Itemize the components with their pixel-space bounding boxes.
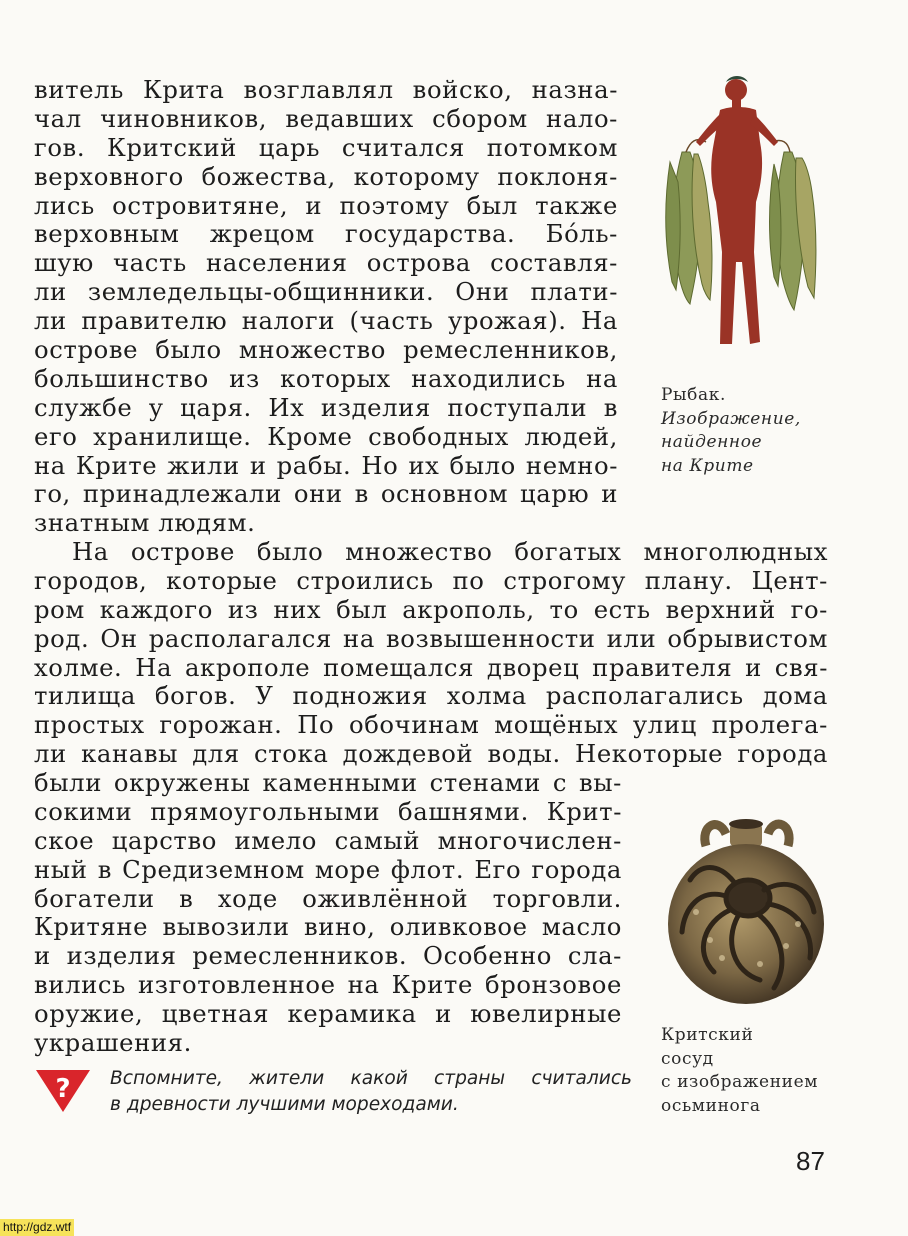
text-line: ское царство имело самый многочислен-	[34, 825, 622, 855]
paragraph-2-narrow	[34, 769, 622, 1058]
text-line: оружие, цветная керамика и ювелирные	[34, 999, 622, 1029]
text-line: чал чиновников, ведавших сбором нало-	[34, 103, 618, 133]
text-line: на Крите жили и рабы. Но их было немно-	[34, 450, 618, 480]
fish-bunch-left	[666, 152, 712, 304]
fish-bunch-right	[770, 152, 817, 310]
text-line: службе у царя. Их изделия поступали в	[34, 392, 618, 422]
text-line: верховного божества, которому поклоня-	[34, 161, 618, 191]
fisherman-caption-line: на Крите	[661, 455, 754, 476]
question-mark-triangle-icon	[34, 1068, 92, 1114]
text-line: были окружены каменными стенами с вы-	[34, 768, 622, 797]
question-line: в древности лучшими мореходами.	[110, 1094, 459, 1115]
text-line: На острове было множество богатых многолюдных	[72, 537, 828, 566]
text-line: ный в Средиземном море флот. Его города	[34, 854, 622, 884]
vase-caption	[661, 1024, 818, 1118]
text-line: Критяне вывозили вино, оливковое масло	[34, 912, 622, 942]
vase-caption-line: с изображением	[661, 1072, 819, 1092]
text-line: знатным людям.	[34, 508, 256, 538]
text-line: острове было множество ремесленников,	[34, 335, 618, 365]
text-line: украшения.	[34, 1028, 192, 1058]
fisherman-caption-line: найденное	[661, 432, 763, 452]
svg-text:?: ?	[55, 1074, 71, 1104]
fisherman-caption	[661, 384, 801, 478]
fisherman-caption-title: Рыбак.	[661, 385, 726, 405]
text-line: городов, которые строились по строгому плану. Цент-	[34, 565, 828, 595]
text-line: шую часть населения острова составля-	[34, 248, 618, 278]
paragraph-1	[34, 76, 618, 538]
text-line: лись островитяне, и поэтому был также	[34, 190, 618, 220]
vase-caption-line: Критский	[661, 1025, 754, 1045]
text-line: вились изготовленное на Крите бронзовое	[34, 970, 622, 1000]
page-number: 87	[796, 1146, 825, 1176]
text-line: сокими прямоугольными башнями. Крит-	[34, 796, 622, 826]
review-question	[110, 1066, 632, 1118]
watermark-link[interactable]: http://gdz.wtf	[0, 1219, 74, 1236]
text-line: ли правителю налоги (часть урожая). На	[34, 306, 618, 336]
text-line: большинство из которых находились на	[34, 363, 618, 393]
text-line: холме. На акрополе помещался дворец правителя и свя-	[34, 652, 828, 682]
text-line: ли канавы для стока дождевой воды. Некоторые города	[34, 739, 828, 769]
text-line: витель Крита возглавлял войско, назна-	[34, 75, 618, 104]
text-line: го, принадлежали они в основном царю и	[34, 479, 618, 509]
fisherman-caption-line: Изображение,	[661, 408, 801, 429]
vase-caption-line: сосуд	[661, 1048, 714, 1069]
text-line: богатели в ходе оживлённой торговли.	[34, 883, 622, 913]
text-line: простых горожан. По обочинам мощёных улиц пролега-	[34, 710, 828, 740]
text-line: ли земледельцы-общинники. Они плати-	[34, 277, 618, 307]
text-line: тилища богов. У подножия холма располагались дома	[34, 681, 828, 711]
text-line: и изделия ремесленников. Особенно сла-	[34, 941, 622, 971]
text-line: род. Он располагался на возвышенности или обрывистом	[34, 623, 828, 653]
vase-caption-line: осьминога	[661, 1095, 761, 1116]
text-line: ром каждого из них был акрополь, то есть верхний го-	[34, 594, 828, 624]
octopus-vase-image	[664, 812, 828, 1008]
question-line: Вспомните, жители какой страны считались	[110, 1068, 632, 1089]
text-line: верховным жрецом государства. Бо́ль-	[34, 219, 618, 249]
text-line: его хранилище. Кроме свободных людей,	[34, 421, 618, 451]
paragraph-2-full-width	[34, 538, 828, 769]
fisherman-fresco-image	[656, 72, 826, 362]
text-line: гов. Критский царь считался потомком	[34, 132, 618, 162]
